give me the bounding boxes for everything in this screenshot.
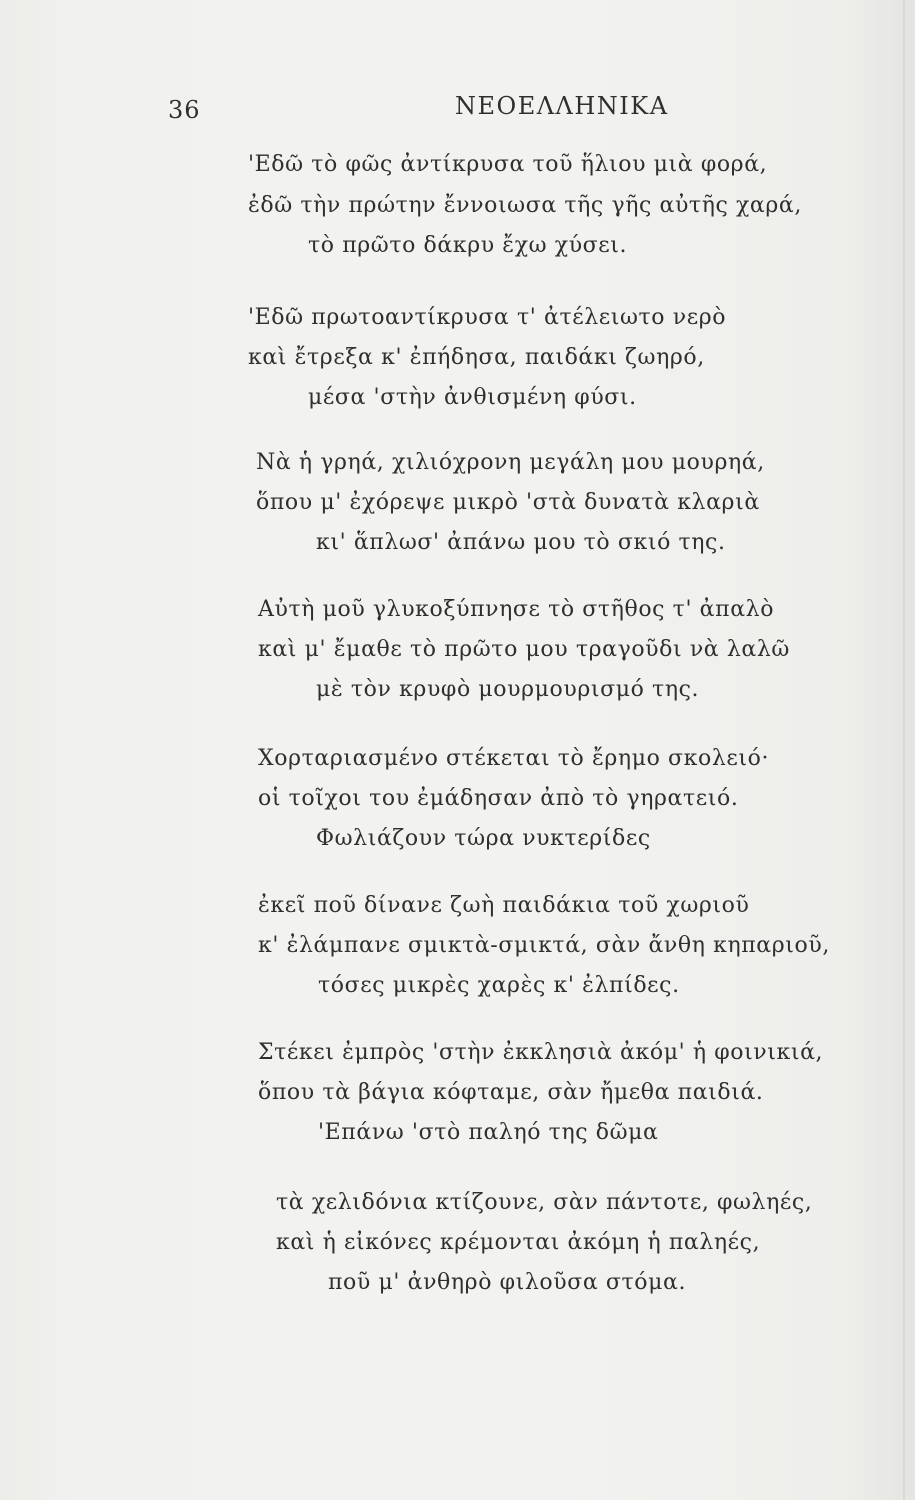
poem-line: καὶ μ' ἔμαθε τὸ πρῶτο μου τραγοῦδι νὰ λαλῶ	[258, 637, 790, 662]
poem-line: ὅπου τὰ βάγια κόφταμε, σὰν ἤμεθα παιδιά.	[258, 1080, 764, 1105]
poem-line: ὅπου μ' ἐχόρεψε μικρὸ 'στὰ δυνατὰ κλαριὰ	[256, 490, 760, 515]
poem-line: Νὰ ἡ γρηά, χιλιόχρονη μεγάλη μου μουρηά,	[256, 450, 765, 475]
poem-line: μὲ τὸν κρυφὸ μουρμουρισμό της.	[316, 677, 700, 702]
page-number: 36	[168, 96, 201, 124]
poem-line: κι' ἅπλωσ' ἀπάνω μου τὸ σκιό της.	[316, 530, 726, 555]
running-head: ΝΕΟΕΛΛΗΝΙΚΑ	[455, 92, 669, 120]
poem-line: καὶ ἔτρεξα κ' ἐπήδησα, παιδάκι ζωηρό,	[248, 345, 705, 370]
poem-line: ἐκεῖ ποῦ δίνανε ζωὴ παιδάκια τοῦ χωριοῦ	[258, 893, 750, 918]
page-edge	[903, 0, 905, 1500]
poem-line: 'Εδῶ τὸ φῶς ἀντίκρυσα τοῦ ἥλιου μιὰ φορά,	[248, 152, 768, 177]
poem-line: ἐδῶ τὴν πρώτην ἔννοιωσα τῆς γῆς αὐτῆς χαρά,	[248, 193, 802, 218]
poem-line: 'Εδῶ πρωτοαντίκρυσα τ' ἀτέλειωτο νερὸ	[248, 305, 727, 330]
poem-line: Στέκει ἐμπρὸς 'στὴν ἐκκλησιὰ ἀκόμ' ἡ φοινικιά,	[258, 1040, 824, 1065]
poem-line: τὸ πρῶτο δάκρυ ἔχω χύσει.	[308, 233, 628, 258]
poem-line: τὰ χελιδόνια κτίζουνε, σὰν πάντοτε, φωληές,	[276, 1190, 813, 1215]
poem-line: 'Επάνω 'στὸ παληό της δῶμα	[318, 1120, 659, 1145]
poem-line: Αὐτὴ μοῦ γλυκοξύπνησε τὸ στῆθος τ' ἀπαλὸ	[258, 597, 775, 622]
poem-line: καὶ ἡ εἰκόνες κρέμονται ἀκόμη ἡ παληές,	[276, 1230, 761, 1255]
poem-line: μέσα 'στὴν ἀνθισμένη φύσι.	[308, 385, 637, 410]
poem-line: κ' ἐλάμπανε σμικτὰ-σμικτά, σὰν ἄνθη κηπαριοῦ,	[258, 933, 830, 958]
poem-line: ποῦ μ' ἀνθηρὸ φιλοῦσα στόμα.	[328, 1270, 687, 1295]
poem-line: Χορταριασμένο στέκεται τὸ ἔρημο σκολειό·	[258, 746, 770, 771]
poem-line: Φωλιάζουν τώρα νυκτερίδες	[316, 826, 651, 851]
poem-line: οἱ τοῖχοι του ἐμάδησαν ἀπὸ τὸ γηρατειό.	[258, 786, 739, 811]
poem-line: τόσες μικρὲς χαρὲς κ' ἐλπίδες.	[318, 973, 680, 998]
